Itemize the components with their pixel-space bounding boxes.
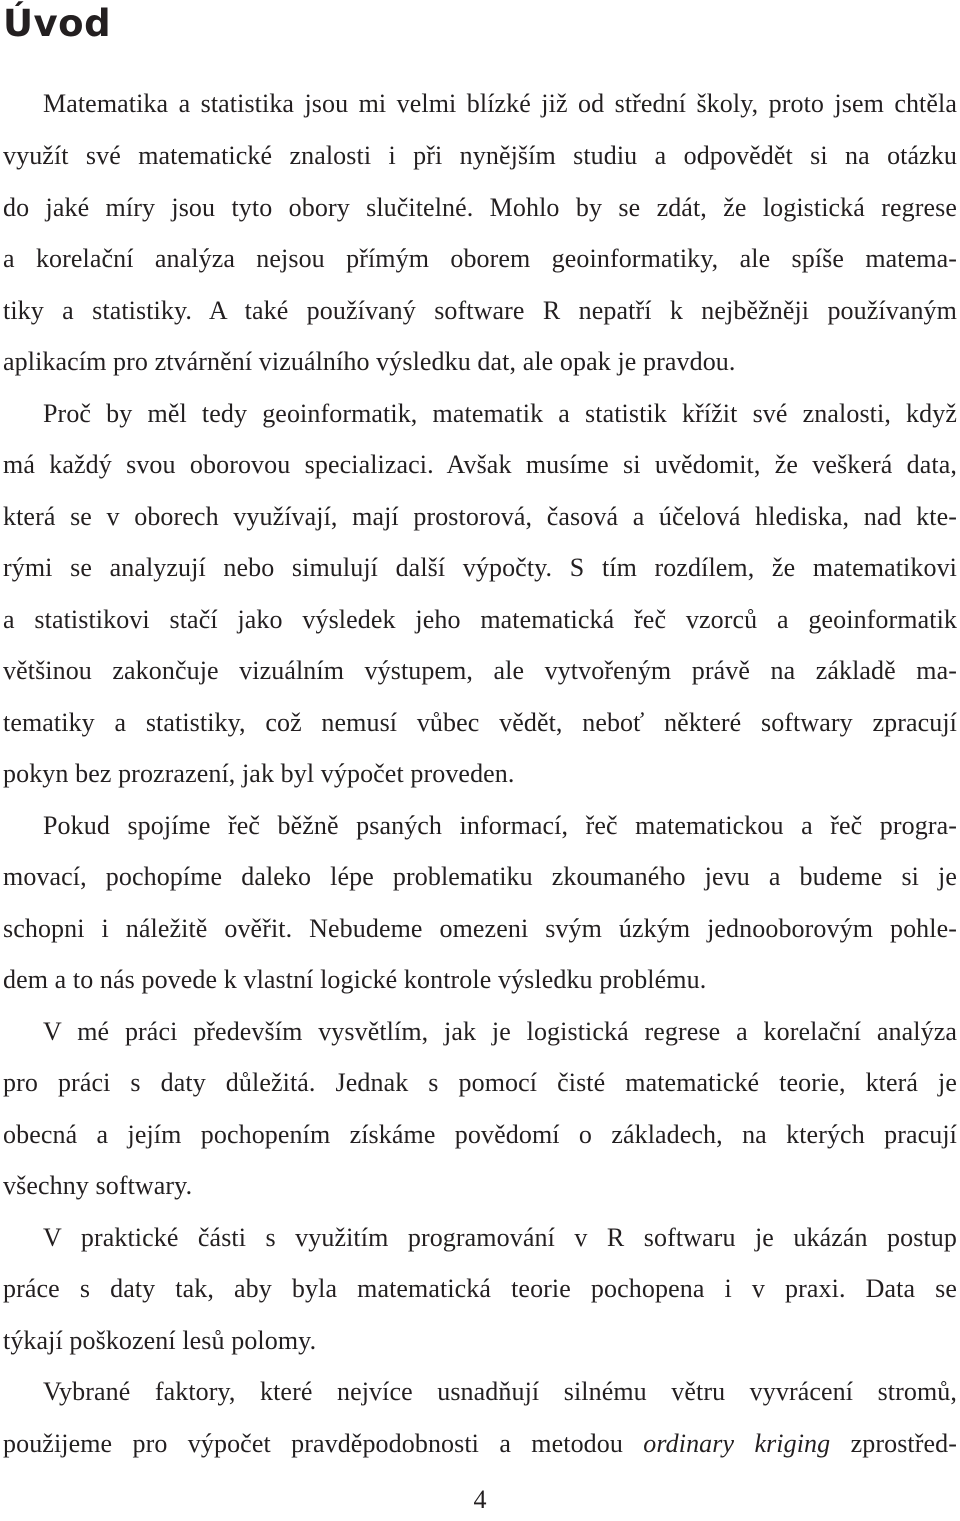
text-line: a korelační analýza nejsou přímým oborem geoinformatiky, ale spíše matema- [3, 244, 957, 273]
text-line: movací, pochopíme daleko lépe problematiku zkoumaného jevu a budeme si je [3, 862, 957, 891]
text-line: většinou zakončuje vizuálním výstupem, ale vytvořeným právě na základě ma- [3, 656, 957, 685]
text-segment: použijeme pro výpočet pravděpodobnosti a metodou [3, 1429, 623, 1458]
text-line: Vybrané faktory, které nejvíce usnadňují silnému větru vyvrácení stromů, [43, 1377, 957, 1406]
text-line-with-italic [3, 1418, 957, 1470]
text-line: všechny softwary. [3, 1171, 193, 1200]
text-line: dem a to nás povede k vlastní logické kontrole výsledku problému. [3, 965, 707, 994]
text-line: pokyn bez prozrazení, jak byl výpočet proveden. [3, 759, 515, 788]
text-line: tematiky a statistiky, což nemusí vůbec vědět, neboť některé softwary zpracují [3, 708, 957, 737]
text-line: do jaké míry jsou tyto obory slučitelné. Mohlo by se zdát, že logistická regrese [3, 193, 957, 222]
text-line: V mé práci především vysvětlím, jak je logistická regrese a korelační analýza [43, 1017, 957, 1046]
text-line: obecná a jejím pochopením získáme povědomí o základech, na kterých pracují [3, 1120, 957, 1149]
text-line: tiky a statistiky. A také používaný software R nepatří k nejběžněji používaným [3, 296, 957, 325]
text-line: má každý svou oborovou specializaci. Avšak musíme si uvědomit, že veškerá data, [3, 450, 957, 479]
text-line: Matematika a statistika jsou mi velmi blízké již od střední školy, proto jsem chtěla [43, 89, 957, 118]
chapter-title: Úvod [3, 2, 112, 45]
text-line: schopni i náležitě ověřit. Nebudeme omezeni svým úzkým jednooborovým pohle- [3, 914, 957, 943]
italic-term: ordinary kriging [643, 1429, 831, 1458]
text-line: Proč by měl tedy geoinformatik, matematik a statistik křížit své znalosti, když [43, 399, 957, 428]
text-line: aplikacím pro ztvárnění vizuálního výsledku dat, ale opak je pravdou. [3, 347, 736, 376]
text-segment: zprostřed- [850, 1429, 957, 1458]
text-line: rými se analyzují nebo simulují další výpočty. S tím rozdílem, že matematikovi [3, 553, 957, 582]
text-line: týkají poškození lesů polomy. [3, 1326, 317, 1355]
text-line: V praktické části s využitím programování v R softwaru je ukázán postup [43, 1223, 957, 1252]
text-line: která se v oborech využívají, mají prostorová, časová a účelová hlediska, nad kte- [3, 502, 957, 531]
text-line: Pokud spojíme řeč běžně psaných informací, řeč matematickou a řeč progra- [43, 811, 957, 840]
text-line: pro práci s daty důležitá. Jednak s pomocí čisté matematické teorie, která je [3, 1068, 957, 1097]
text-line: práce s daty tak, aby byla matematická teorie pochopena i v praxi. Data se [3, 1274, 957, 1303]
text-line: využít své matematické znalosti i při nynějším studiu a odpovědět si na otázku [3, 141, 957, 170]
text-line: a statistikovi stačí jako výsledek jeho matematická řeč vzorců a geoinformatik [3, 605, 957, 634]
page-number: 4 [473, 1485, 487, 1514]
